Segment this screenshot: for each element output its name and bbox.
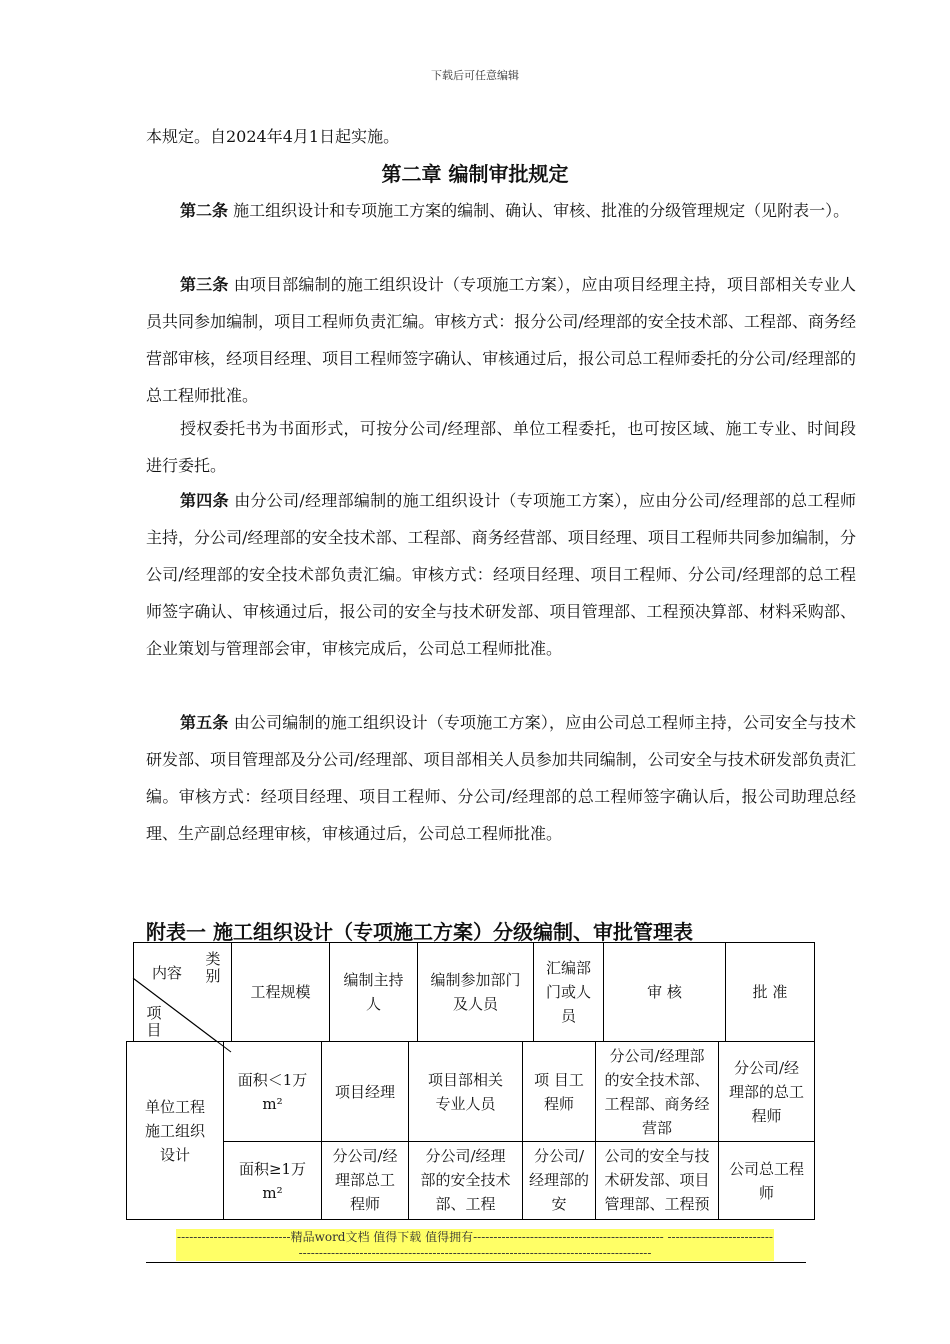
row2-review: 公司的安全与技术研发部、项目管理部、工程预 [595,1141,719,1220]
article-text: 授权委托书为书面形式，可按分公司/经理部、单位工程委托，也可按区域、施工专业、时间段进行委托。 [146,419,856,475]
footer-banner: ----------------------------精品word文档 值得下载 值得拥有----------------------------------------------- ----------------------------------------------------------------------------------------------------------------- [177,1230,773,1260]
header-approve: 批 准 [725,942,815,1042]
page-header: 下载后可任意编辑 [431,69,519,82]
intro-text: 本规定。自2024年4月1日起实施。 [146,127,400,146]
row2-host: 分公司/经理部总工程师 [321,1141,409,1220]
approval-table [0,942,950,1222]
row1-participants: 项目部相关专业人员 [408,1041,523,1142]
row1-compiler: 项 目工程师 [522,1041,596,1142]
article-label: 第三条 [180,275,229,294]
row2-compiler: 分公司/经理部的安 [522,1141,596,1220]
article-text: 由分公司/经理部编制的施工组织设计（专项施工方案），应由分公司/经理部的总工程师主持，分公司/经理部的安全技术部、工程部、商务经营部、项目经理、项目工程师共同参加编制，分公司/经理部的安全技术部负责汇编。审核方式：经项目经理、项目工程师、分公司/经理部的总工程师签字确认、审核通过后，报公司的安全与技术研发部、项目管理部、工程预决算部、材料采购部、企业策划与管理部会审，审核完成后，公司总工程师批准。 [146,491,856,658]
article-label: 第二条 [180,201,229,220]
row1-host: 项目经理 [321,1041,409,1142]
header-participants: 编制参加部门及人员 [417,942,534,1042]
header-compiler: 汇编部门或人员 [533,942,604,1042]
article-text: 施工组织设计和专项施工方案的编制、确认、审核、批准的分级管理规定（见附表一）。 [228,201,850,220]
article-text: 由公司编制的施工组织设计（专项施工方案），应由公司总工程师主持，公司安全与技术研发部、项目管理部及分公司/经理部、项目部相关人员参加共同编制，公司安全与技术研发部负责汇编。审核方式：经项目经理、项目工程师、分公司/经理部的总工程师签字确认后，报公司助理总经理、生产副总经理审核，审核通过后，公司总工程师批准。 [146,713,856,843]
row1-approve: 分公司/经理部的总工程师 [718,1041,815,1142]
chapter-title: 第二章 编制审批规定 [381,162,569,186]
article-label: 第五条 [180,713,229,732]
header-scale: 工程规模 [231,942,330,1042]
article-text: 由项目部编制的施工组织设计（专项施工方案），应由项目经理主持，项目部相关专业人员共同参加编制，项目工程师负责汇编。审核方式：报分公司/经理部的安全技术部、工程部、商务经营部审核，经项目经理、项目工程师签字确认、审核通过后，报公司总工程师委托的分公司/经理部的总工程师批准。 [146,275,856,405]
row1-review: 分公司/经理部的安全技术部、工程部、商务经营部 [595,1041,719,1142]
table-title: 附表一 施工组织设计（专项施工方案）分级编制、审批管理表 [146,920,693,944]
corner-content-label: 内容 [152,964,183,982]
article-5 [146,704,856,852]
corner-category-label: 类别 [205,950,221,985]
corner-item-label: 项目 [146,1004,162,1039]
article-4 [146,482,856,667]
row1-scale: 面积＜1万m² [223,1041,322,1142]
row-group-label: 单位工程施工组织设计 [126,1041,224,1220]
footer-divider [146,1262,806,1263]
article-label: 第四条 [180,491,229,510]
article-3 [146,266,856,414]
row2-approve: 公司总工程师 [718,1141,815,1220]
header-host: 编制主持人 [329,942,418,1042]
article-2 [146,192,856,229]
header-review: 审 核 [603,942,726,1042]
authorization-paragraph [146,410,856,484]
row2-participants: 分公司/经理部的安全技术部、工程 [408,1141,523,1220]
row2-scale: 面积≥1万m² [223,1141,322,1220]
